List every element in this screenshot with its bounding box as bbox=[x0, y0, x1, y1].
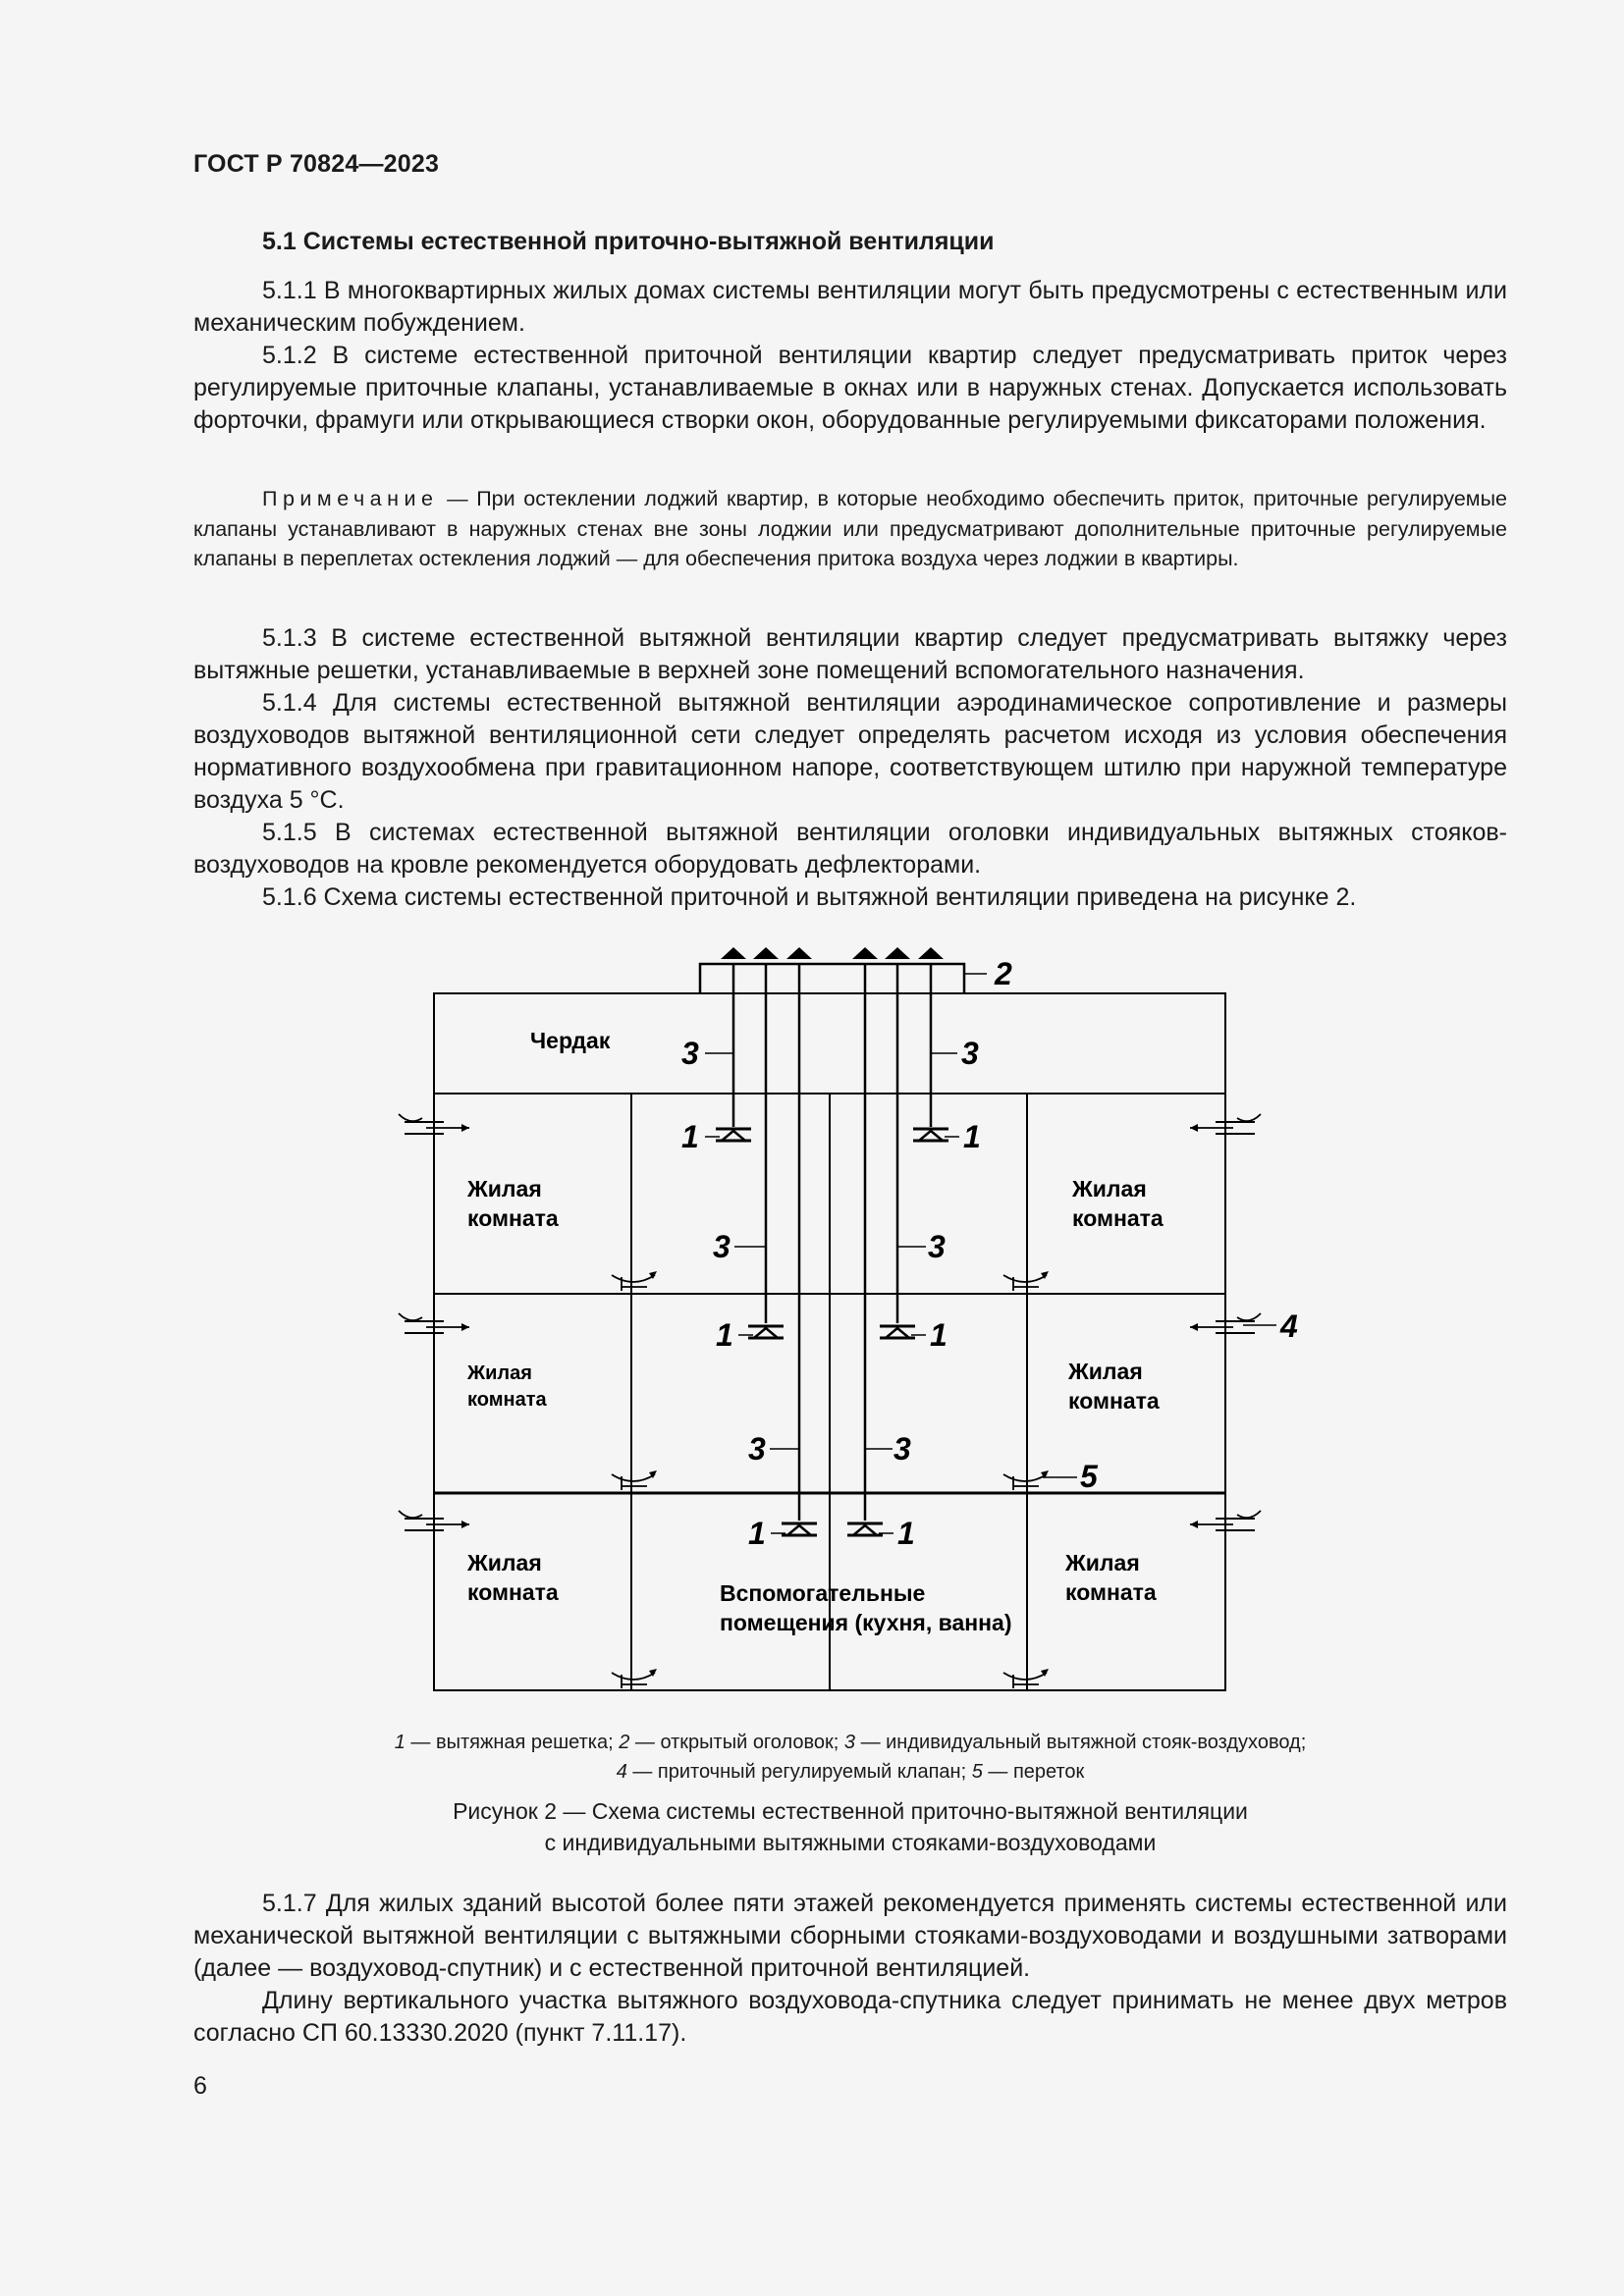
callout-3-f: 3 bbox=[893, 1431, 911, 1467]
callout-3-b: 3 bbox=[961, 1036, 979, 1071]
callout-1-d: 1 bbox=[930, 1317, 947, 1353]
callout-3-a: 3 bbox=[681, 1036, 699, 1071]
page-number: 6 bbox=[193, 2072, 207, 2100]
paragraph-5-1-3: 5.1.3 В системе естественной вытяжной вентиляции квартир следует предусматривать вытяжку через вытяжные решетки, устанавливаемые в верхней зоне помещений вспомогательного назначения. bbox=[193, 624, 1507, 684]
roof-cap-box bbox=[700, 964, 964, 993]
document-header: ГОСТ Р 70824—2023 bbox=[193, 150, 440, 178]
callout-3-d: 3 bbox=[928, 1229, 946, 1264]
living-room-label-5a: Жилая bbox=[467, 1550, 542, 1575]
living-room-label-3b: комната bbox=[467, 1389, 547, 1411]
legend-key-3: 3 bbox=[843, 1732, 856, 1753]
note-text: — При остеклении лоджий квартир, в которые необходимо обеспечить приток, приточные регулируемые клапаны устанавливают в наружных стенах вне зоны лоджии или предусматривают дополнительные приточные регулируемые клапаны в переплетах остекления лоджий — для обеспечения притока воздуха через лоджии в квартиры. bbox=[193, 487, 1507, 570]
caption-line-2: с индивидуальными вытяжными стояками-воздуховодами bbox=[544, 1830, 1157, 1855]
legend-key-2: 2 bbox=[619, 1732, 630, 1753]
legend-key-5: 5 bbox=[971, 1761, 983, 1783]
ventilation-diagram bbox=[0, 937, 1624, 1723]
note-label: Примечание bbox=[262, 487, 439, 510]
legend-text-3: — индивидуальный вытяжной стояк-воздуховод; bbox=[855, 1732, 1307, 1753]
callout-5: 5 bbox=[1080, 1459, 1098, 1494]
living-room-label-6a: Жилая bbox=[1065, 1550, 1140, 1575]
callout-1-a: 1 bbox=[681, 1119, 699, 1154]
callout-1-b: 1 bbox=[963, 1119, 981, 1154]
paragraph-5-1-7: 5.1.7 Для жилых зданий высотой более пяти этажей рекомендуется применять системы естественной или механической вытяжной вентиляции с вытяжными сборными стояками-воздуховодами и воздушными затворами (далее — воздуховод-спутник) и с естественной приточной вентиляцией. bbox=[193, 1890, 1507, 1982]
living-room-label-3a: Жилая bbox=[467, 1362, 532, 1384]
callout-4: 4 bbox=[1280, 1308, 1298, 1344]
legend-line-2 bbox=[193, 1757, 1507, 1787]
exhaust-grills bbox=[716, 1129, 948, 1535]
callout-2: 2 bbox=[995, 956, 1012, 991]
caption-line-1: Рисунок 2 — Схема системы естественной приточно-вытяжной вентиляции bbox=[453, 1798, 1248, 1824]
callout-1-f: 1 bbox=[897, 1516, 915, 1551]
section-title: 5.1 Системы естественной приточно-вытяжной вентиляции bbox=[262, 228, 995, 255]
living-room-label-2b: комната bbox=[1072, 1205, 1164, 1231]
living-room-label-1a: Жилая bbox=[467, 1176, 542, 1201]
legend-line-1 bbox=[193, 1728, 1507, 1757]
callout-1-e: 1 bbox=[748, 1516, 766, 1551]
legend-text-5: — переток bbox=[982, 1761, 1085, 1783]
paragraph-5-1-2: 5.1.2 В системе естественной приточной вентиляции квартир следует предусматривать приток через регулируемые приточные клапаны, устанавливаемые в окнах или в наружных стенах. Допускается использовать форточки, фрамуги или открывающиеся створки окон, оборудованные регулируемыми фиксаторами положения. bbox=[193, 342, 1507, 434]
callout-3-c: 3 bbox=[713, 1229, 731, 1264]
paragraph-5-1-6: 5.1.6 Схема системы естественной приточной и вытяжной вентиляции приведена на рисунке 2. bbox=[262, 883, 1357, 911]
living-room-label-6b: комната bbox=[1065, 1579, 1157, 1605]
callout-3-e: 3 bbox=[748, 1431, 766, 1467]
living-room-label-2a: Жилая bbox=[1072, 1176, 1147, 1201]
paragraph-5-1-1: 5.1.1 В многоквартирных жилых домах системы вентиляции могут быть предусмотрены с естественным или механическим побуждением. bbox=[193, 277, 1507, 337]
living-room-label-5b: комната bbox=[467, 1579, 559, 1605]
leader-lines bbox=[705, 974, 1276, 1533]
paragraph-5-1-7-continued: Длину вертикального участка вытяжного воздуховода-спутника следует принимать не менее двух метров согласно СП 60.13330.2020 (пункт 7.11.17). bbox=[193, 1987, 1507, 2047]
living-room-label-4a: Жилая bbox=[1068, 1359, 1143, 1384]
paragraph-5-1-5: 5.1.5 В системах естественной вытяжной вентиляции оголовки индивидуальных вытяжных стояков-воздуховодов на кровле рекомендуется оборудовать дефлекторами. bbox=[193, 819, 1507, 879]
paragraph-5-1-4: 5.1.4 Для системы естественной вытяжной вентиляции аэродинамическое сопротивление и размеры воздуховодов вытяжной вентиляционной сети следует определять расчетом исходя из условия обеспечения нормативного воздухообмена при гравитационном напоре, соответствующем штилю при наружной температуре воздуха 5 °С. bbox=[193, 689, 1507, 814]
legend-key-1: 1 bbox=[394, 1732, 406, 1753]
legend-key-4: 4 bbox=[616, 1761, 627, 1783]
legend-text-1: — вытяжная решетка; bbox=[405, 1732, 620, 1753]
open-caps bbox=[721, 947, 944, 959]
aux-rooms-label-a: Вспомогательные bbox=[720, 1580, 926, 1606]
legend-text-4: — приточный регулируемый клапан; bbox=[626, 1761, 972, 1783]
living-room-label-4b: комната bbox=[1068, 1388, 1160, 1414]
aux-rooms-label-b: помещения (кухня, ванна) bbox=[720, 1610, 1012, 1635]
legend-text-2: — открытый оголовок; bbox=[629, 1732, 844, 1753]
figure-caption bbox=[193, 1795, 1507, 1858]
figure-legend bbox=[193, 1728, 1507, 1787]
callout-1-c: 1 bbox=[716, 1317, 733, 1353]
attic-label: Чердак bbox=[530, 1028, 611, 1053]
living-room-label-1b: комната bbox=[467, 1205, 559, 1231]
note bbox=[193, 484, 1507, 574]
